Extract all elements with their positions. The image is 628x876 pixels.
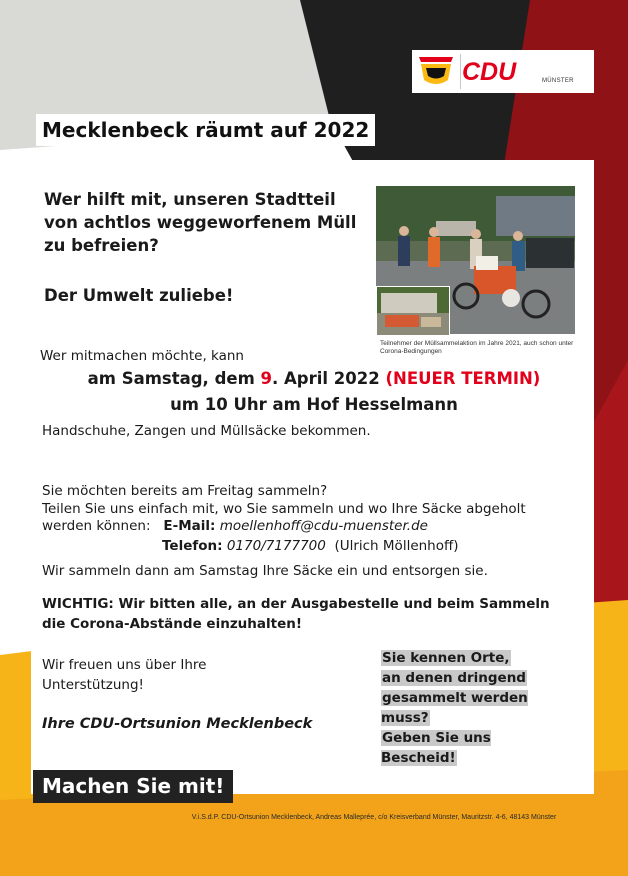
event-equipment: Handschuhe, Zangen und Müllsäcke bekommen.	[42, 423, 371, 439]
event-date-prefix: am Samstag, dem	[87, 369, 261, 388]
callout-line: Geben Sie uns Bescheid!	[381, 730, 491, 766]
photo-caption: Teilnehmer der Müllsammelaktion im Jahre 2021, auch schon unter Corona-Bedingungen	[380, 340, 574, 355]
email-label: E-Mail:	[163, 518, 216, 534]
imprint-text: V.i.S.d.P. CDU-Ortsunion Mecklenbeck, Andreas Malleprée, c/o Kreisverband Münster, Mauritzstr. 4-6, 48143 Münster	[191, 814, 557, 821]
event-intro: Wer mitmachen möchte, kann	[40, 348, 244, 364]
signature: Ihre CDU-Ortsunion Mecklenbeck	[42, 716, 313, 732]
phone-number[interactable]: 0170/7177700	[226, 538, 326, 554]
thanks-text: Wir freuen uns über Ihre Unterstützung!	[42, 657, 207, 693]
call-to-action: Machen Sie mit!	[33, 770, 233, 803]
friday-instruction: Teilen Sie uns einfach mit, wo Sie sammeln und wo Ihre Säcke abgeholt	[42, 501, 526, 517]
event-photo-inset	[376, 286, 450, 336]
event-time-place: um 10 Uhr am Hof Hesselmann	[170, 395, 458, 414]
callout-box	[381, 648, 561, 768]
event-date	[0, 369, 628, 388]
flag-icon	[417, 54, 455, 88]
friday-section	[42, 482, 562, 518]
cdu-logo-city: MÜNSTER	[542, 78, 574, 84]
collect-note: Wir sammeln dann am Samstag Ihre Säcke ein und entsorgen sie.	[42, 563, 488, 579]
new-date-badge: (NEUER TERMIN)	[385, 369, 541, 388]
event-date-day: 9	[260, 369, 272, 388]
event-date-suffix: . April 2022	[272, 369, 386, 388]
email-link[interactable]: moellenhoff@cdu-muenster.de	[219, 518, 428, 534]
phone-row	[162, 538, 459, 554]
friday-question: Sie möchten bereits am Freitag sammeln?	[42, 483, 328, 499]
phone-label: Telefon:	[162, 538, 223, 554]
callout-line: Sie kennen Orte,	[382, 650, 510, 666]
warning-notice: WICHTIG: Wir bitten alle, an der Ausgabestelle und beim Sammeln die Corona-Abstände einzuhalten!	[42, 596, 550, 632]
headline: Wer hilft mit, unseren Stadtteil von achtlos weggeworfenem Müll zu befreien?	[44, 190, 357, 255]
callout-line: an denen dringend	[382, 670, 526, 686]
callout-line: gesammelt werden muss?	[381, 690, 528, 726]
imprint	[0, 814, 628, 821]
friday-lead: werden können:	[42, 518, 151, 534]
logo-divider	[460, 54, 461, 89]
subheadline: Der Umwelt zuliebe!	[44, 286, 234, 305]
page-title: Mecklenbeck räumt auf 2022	[36, 114, 375, 146]
email-row	[42, 518, 428, 534]
phone-person: (Ulrich Möllenhoff)	[334, 538, 459, 554]
cdu-logo-text: CDU	[462, 58, 517, 86]
